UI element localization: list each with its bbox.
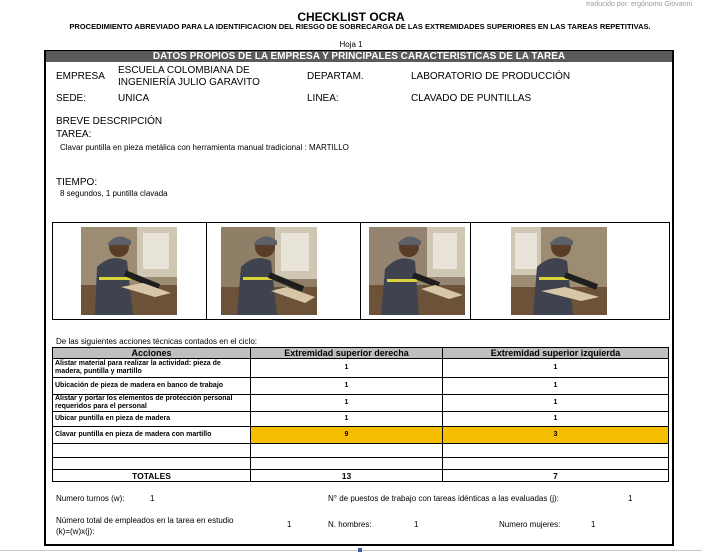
right-limb-cell: 1 <box>251 395 443 412</box>
worker-hammering-photo <box>221 227 317 315</box>
turnos-label: Numero turnos (w): <box>56 494 125 503</box>
left-limb-cell: 1 <box>443 412 669 427</box>
tiempo-value: 8 segundos, 1 puntilla clavada <box>60 189 168 198</box>
left-limb-cell: 3 <box>443 427 669 444</box>
column-header: Extremidad superior derecha <box>251 348 443 359</box>
action-cell: Ubicación de pieza de madera en banco de trabajo <box>53 378 251 395</box>
action-cell: Ubicar puntilla en pieza de madera <box>53 412 251 427</box>
actions-table <box>52 347 669 482</box>
total-left: 7 <box>443 470 669 482</box>
table-row <box>53 412 669 427</box>
sede-value: UNICA <box>118 93 150 104</box>
linea-value: CLAVADO DE PUNTILLAS <box>411 93 532 104</box>
column-header: Acciones <box>53 348 251 359</box>
photo-cell <box>53 223 207 319</box>
mujeres-value: 1 <box>591 520 596 529</box>
photo-cell <box>471 223 669 319</box>
table-row-empty <box>53 444 669 458</box>
total-empleados-formula: (k)=(w)x(j): <box>56 527 95 536</box>
action-cell: Alistar material para realizar la actividad: pieza de madera, puntilla y martillo <box>53 359 251 378</box>
worker-hammering-photo <box>369 227 465 315</box>
empty-cell <box>251 458 443 470</box>
hombres-label: N. hombres: <box>328 520 372 529</box>
left-limb-cell: 1 <box>443 378 669 395</box>
worker-hammering-photo <box>511 227 607 315</box>
column-header: Extremidad superior izquierda <box>443 348 669 359</box>
empresa-label: EMPRESA <box>56 71 105 82</box>
worker-hammering-photo <box>81 227 177 315</box>
photo-cell <box>361 223 471 319</box>
table-row-empty <box>53 458 669 470</box>
photo-cell <box>207 223 361 319</box>
left-limb-cell: 1 <box>443 359 669 378</box>
linea-label: LINEA: <box>307 93 339 104</box>
mujeres-label: Numero mujeres: <box>499 520 561 529</box>
table-row <box>53 359 669 378</box>
left-limb-cell: 1 <box>443 395 669 412</box>
document-title: CHECKLIST OCRA <box>297 10 405 24</box>
empty-cell <box>53 444 251 458</box>
page-resize-handle[interactable] <box>358 548 362 552</box>
puestos-value: 1 <box>628 494 633 503</box>
right-limb-cell: 1 <box>251 378 443 395</box>
tarea-label: TAREA: <box>56 129 92 140</box>
hombres-value: 1 <box>414 520 419 529</box>
actions-intro: De las siguientes acciones técnicas contados en el ciclo: <box>56 337 257 346</box>
departam-value: LABORATORIO DE PRODUCCIÓN <box>411 71 571 82</box>
empty-cell <box>443 458 669 470</box>
tiempo-label: TIEMPO: <box>56 177 98 188</box>
document-subtitle: PROCEDIMIENTO ABREVIADO PARA LA IDENTIFICACION DEL RIESGO DE SOBRECARGA DE LAS EXTREMIDADES SUPERIORES EN LAS TAREAS REPETITIVAS. <box>69 22 651 31</box>
translator-credit: traducido por: ergónomo Giovanni <box>586 1 692 8</box>
totals-row <box>53 470 669 482</box>
tarea-value: Clavar puntilla en pieza metálica con herramienta manual tradicional : MARTILLO <box>60 143 349 152</box>
breve-descripcion-label: BREVE DESCRIPCIÓN <box>56 116 163 127</box>
section-band: DATOS PROPIOS DE LA EMPRESA Y PRINCIPALES CARACTERISTICAS DE LA TAREA <box>46 51 672 62</box>
totals-label: TOTALES <box>53 470 251 482</box>
action-cell: Clavar puntilla en pieza de madera con martillo <box>53 427 251 444</box>
table-header-row <box>53 348 669 359</box>
total-empleados-value: 1 <box>287 520 292 529</box>
empresa-value: ESCUELA COLOMBIANA DE INGENIERÍA JULIO GARAVITO <box>118 65 260 88</box>
puestos-label: N° de puestos de trabajo con tareas idénticas a las evaluadas (j): <box>328 494 559 503</box>
total-right: 13 <box>251 470 443 482</box>
photo-strip <box>52 222 670 320</box>
right-limb-cell: 1 <box>251 359 443 378</box>
empty-cell <box>53 458 251 470</box>
sheet-label: Hoja 1 <box>339 40 363 49</box>
table-row-highlighted <box>53 427 669 444</box>
empty-cell <box>251 444 443 458</box>
total-empleados-label: Número total de empleados en la tarea en estudio <box>56 516 234 525</box>
sede-label: SEDE: <box>56 93 87 104</box>
action-cell: Alistar y portar los elementos de protección personal requeridos para el personal <box>53 395 251 412</box>
empty-cell <box>443 444 669 458</box>
table-row <box>53 378 669 395</box>
page-bottom-rule <box>0 550 702 551</box>
table-row <box>53 395 669 412</box>
departam-label: DEPARTAM. <box>307 71 364 82</box>
right-limb-cell: 9 <box>251 427 443 444</box>
right-limb-cell: 1 <box>251 412 443 427</box>
turnos-value: 1 <box>150 494 155 503</box>
